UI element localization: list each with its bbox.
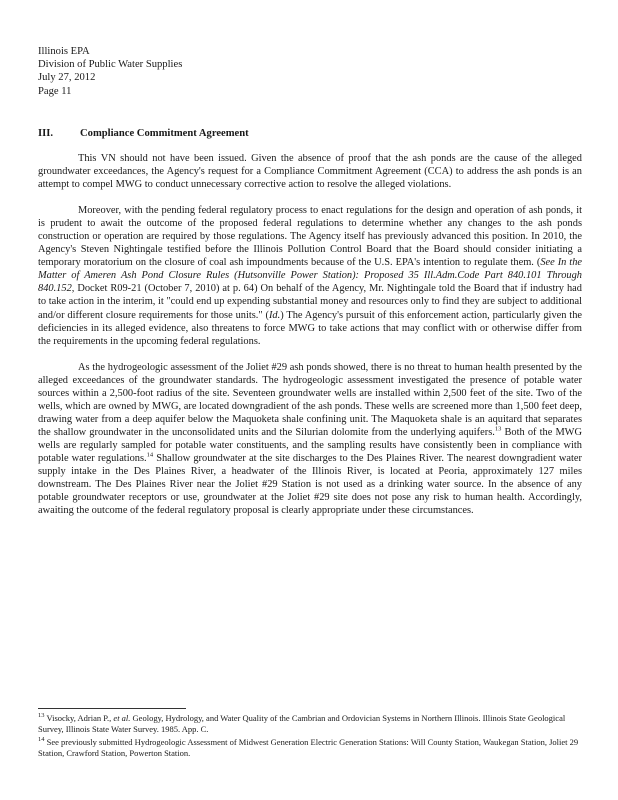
paragraph-1: This VN should not have been issued. Given the absence of proof that the ash ponds are the cause of the alleged groundwater exceedances, the Agency's request for a Compliance Commitment Agreement (CCA) to address the ash ponds is an attempt to compel MWG to conduct unnecessary corrective action to resolve the alleged violations.: [38, 153, 582, 191]
id-citation: Id.: [268, 309, 281, 321]
footnote-14: [38, 737, 582, 758]
header-division: Division of Public Water Supplies: [38, 59, 183, 71]
case-citation: See In the Matter of Ameren Ash Pond Closure Rules (Hutsonville Power Station): Proposed 35 Ill.Adm.Code Part 840.101 Through 840.152,: [38, 257, 582, 295]
paragraph-3-text-a: As the hydrogeologic assessment of the Joliet #29 ash ponds showed, there is no threat to human health presented by the alleged exceedances of the groundwater standards. The hydrogeologic assessment investigated the presence of potable water sources within a 2,500-foot radius of the site. Seventeen groundwater wells are installed within 2,500 feet of the site. Two of the wells, which are owned by MWG, are located downgradient of the ash ponds. These wells are screened more than 1,500 feet deep, drawing water from a deep aquifer below the Maquoketa shale confining unit. The Maquoketa shale is an aquitard that separates the shallow groundwater in the unconsolidated units and the Silurian dolomite from the underlying aquifers.: [38, 361, 582, 438]
section-number: III.: [38, 128, 54, 139]
header-recipient: Illinois EPA: [38, 46, 90, 57]
footnote-13-number: 13: [38, 712, 45, 720]
paragraph-2-text-a: Moreover, with the pending federal regulatory process to enact regulations for the design and operation of ash ponds, it is prudent to await the outcome of the proposed federal regulations to determine whether any changes to the ash ponds construction or operation are required by those regulations. The Agency itself has previously advanced this position. In 2010, the Agency's Steven Nightingale testified before the Illinois Pollution Control Board that the Board should consider initiating a temporary moratorium on the closure of coal ash impoundments because of the U.S. EPA's intention to regulate them. (: [38, 205, 582, 269]
footnote-13-text-b: Geology, Hydrology, and Water Quality of the Cambrian and Ordovician Systems in Northern Illinois. Illinois State Geological Survey, Illinois State Water Survey. 1985. App. C.: [38, 713, 566, 734]
footnotes: [38, 713, 582, 761]
paragraph-3-text-c: Shallow groundwater at the site discharges to the Des Plaines River. The nearest downgradient water supply intake in the Des Plaines River, a headwater of the Illinois River, is located at Peoria, approximately 127 miles downstream. The Des Plaines River near the Joliet #29 Station is not used as a drinking water source. In the absence of any potable groundwater receptors or use, groundwater at the Joliet #29 site does not pose any risk to human health. Accordingly, awaiting the outcome of the federal regulatory proposal is clearly appropriate under these circumstances.: [38, 452, 582, 517]
header-page-number: Page 11: [38, 85, 72, 97]
footnote-ref-13: 13: [494, 425, 502, 433]
header-date: July 27, 2012: [38, 72, 96, 84]
body-text: [38, 152, 582, 530]
paragraph-2-text-c: ) The Agency's pursuit of this enforcement action, particularly given the deficiencies in its alleged evidence, also threatens to force MWG to take actions that may conflict with or otherwise differ from the requirements in the upcoming federal regulations.: [38, 309, 582, 347]
footnote-13-text-a: Visocky, Adrian P.,: [44, 713, 114, 723]
footnote-13: [38, 713, 582, 734]
paragraph-3: [38, 361, 582, 518]
footnote-13-etal: et al.: [113, 713, 131, 723]
paragraph-2-text-b: Docket R09-21 (October 7, 2010) at p. 64) On behalf of the Agency, Mr. Nightingale told the Board that if industry had to take action in the interim, it "could end up expending substantial money and resources only to find they are subject to additional and/or different closure requirements for those units." (: [38, 283, 582, 321]
section-heading: [38, 128, 249, 139]
paragraph-2: [38, 204, 582, 348]
section-title: Compliance Commitment Agreement: [80, 128, 249, 139]
footnote-divider: [38, 708, 186, 709]
footnote-ref-14: 14: [146, 451, 154, 459]
letter-header: [38, 45, 182, 98]
footnote-14-text: See previously submitted Hydrogeologic Assessment of Midwest Generation Electric Generation Stations: Will County Station, Waukegan Station, Joliet 29 Station, Crawford Station, Powerton Station.: [38, 737, 579, 758]
paragraph-3-text-b: Both of the MWG wells are regularly sampled for potable water constituents, and the sampling results have consistently been in compliance with potable water regulations.: [38, 426, 582, 464]
footnote-14-number: 14: [38, 736, 45, 744]
